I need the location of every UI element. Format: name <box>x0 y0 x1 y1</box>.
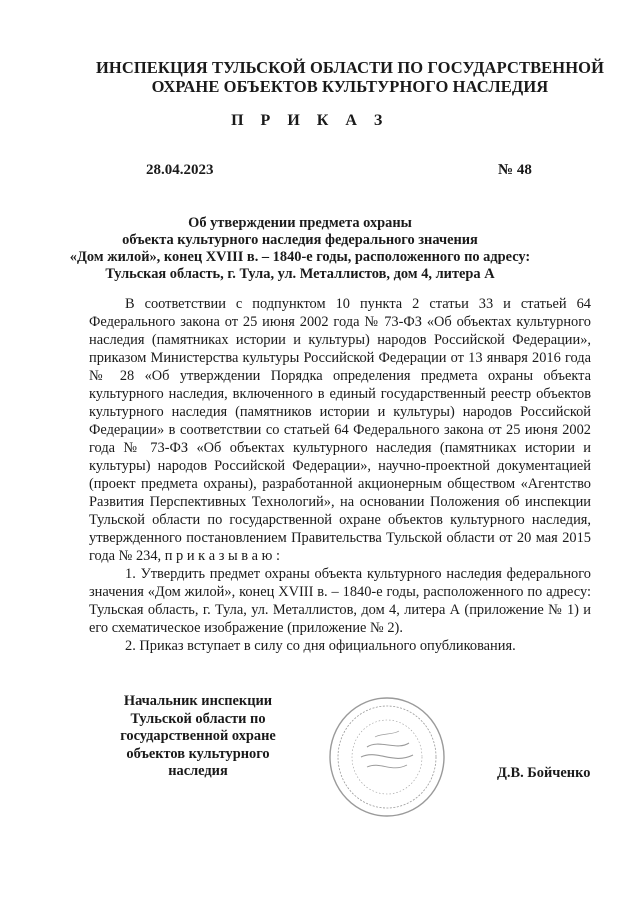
document-type-title: П Р И К А З <box>231 112 389 129</box>
body-paragraph-preamble: В соответствии с подпунктом 10 пункта 2 статьи 33 и статьей 64 Федерального закона от 25 июня 2002 года № 73-ФЗ «Об объектах культурного наследия (памятниках истории и культуры) народов Российской Федерации», приказом Министерства культуры Российской Федерации от 13 января 2016 года № 28 «Об утверждении Порядка определения предмета охраны объекта культурного наследия, включенного в единый государственный реестр объектов культурного наследия (памятников истории и культуры) народов Российской Федерации» в соответствии со статьей 64 Федерального закона от 25 июня 2002 года № 73-ФЗ «Об объектах культурного наследия (памятниках истории и культуры) народов Российской Федерации», научно-проектной документацией (проект предмета охраны), разработанной акционерным обществом «Агентство Развития Перспективных Технологий», на основании Положения об инспекции Тульской области по государственной охране объектов культурного наследия, утвержденного постановлением Правительства Тульской области от 20 мая 2015 года № 234, п р и к а з ы в а ю : <box>89 296 591 564</box>
signer-title-line-5: наследия <box>168 763 228 779</box>
organization-name-line2: ОХРАНЕ ОБЪЕКТОВ КУЛЬТУРНОГО НАСЛЕДИЯ <box>151 77 549 96</box>
organization-name-line1: ИНСПЕКЦИЯ ТУЛЬСКОЙ ОБЛАСТИ ПО ГОСУДАРСТВЕННОЙ <box>95 58 605 77</box>
body-paragraph-item-1: 1. Утвердить предмет охраны объекта культурного наследия федерального значения «Дом жилой», конец XVIII в. – 1840-е годы, расположенного по адресу: Тульская область, г. Тула, ул. Металлистов, дом 4, литера А (приложение № 1) и его схематическое изображение (приложение № 2). <box>89 566 591 636</box>
body-paragraph-item-2: 2. Приказ вступает в силу со дня официального опубликования. <box>125 638 516 654</box>
signer-title-line-2: Тульской области по <box>130 710 266 727</box>
signer-title-line-1: Начальник инспекции <box>123 693 273 709</box>
subject-line-1: Об утверждении предмета охраны <box>188 215 412 231</box>
order-subject <box>69 215 531 283</box>
subject-line-3: «Дом жилой», конец XVIII в. – 1840-е годы, расположенного по адресу: <box>69 249 531 265</box>
subject-line-2: объекта культурного наследия федерального значения <box>122 232 478 248</box>
order-number: № 48 <box>498 162 532 178</box>
order-date: 28.04.2023 <box>146 162 214 178</box>
signer-name: Д.В. Бойченко <box>497 765 591 781</box>
order-body <box>89 295 591 655</box>
subject-line-4: Тульская область, г. Тула, ул. Металлистов, дом 4, литера А <box>105 266 495 282</box>
signer-title-line-4: объектов культурного <box>126 745 270 762</box>
official-seal-icon <box>327 695 447 820</box>
signer-title-line-3: государственной охране <box>120 728 276 744</box>
signer-title <box>98 693 298 781</box>
